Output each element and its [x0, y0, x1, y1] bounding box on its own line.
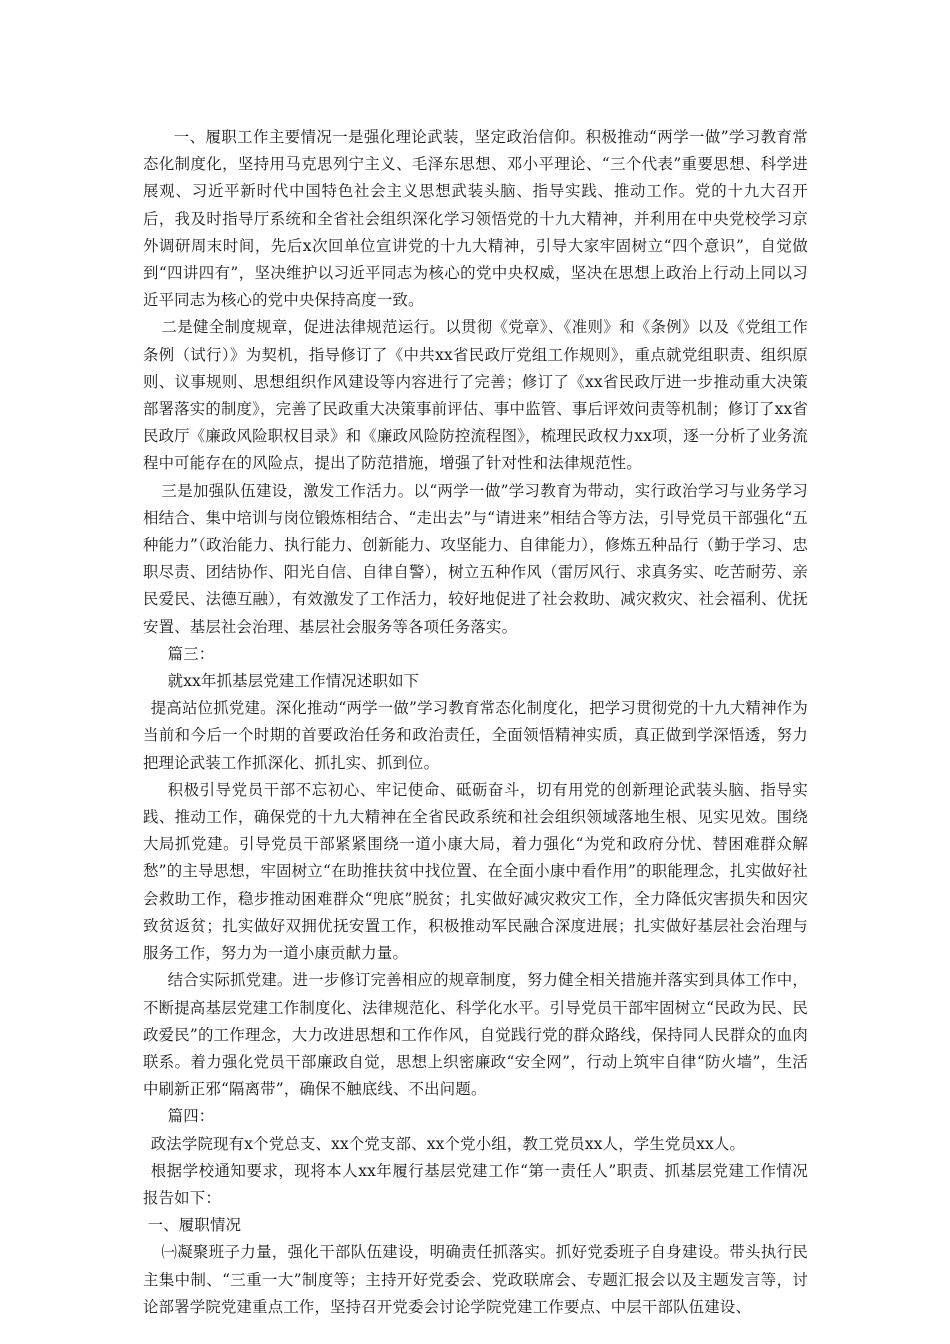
paragraph-guide-party-members: 积极引导党员干部不忘初心、牢记使命、砥砺奋斗，切有用党的创新理论武装头脑、指导实践、推动工作，确保党的十九大精神在全省民政系统和社会组织领域落地生根、见实见效。围绕大局抓党建。引导党员干部紧紧围绕一道小康大局，着力强化“为党和政府分忧、替困难群众解愁”的主导思想，牢固树立“在助推扶贫中找位置、在全面小康中看作用”的职能理念，扎实做好社会救助工作，稳步推动困难群众“兜底”脱贫；扎实做好减灾救灾工作，全力降低灾害损失和因灾致贫返贫；扎实做好双拥优抚安置工作，积极推动军民融合深度进展；扎实做好基层社会治理与服务工作，努力为一道小康贡献力量。: [143, 780, 808, 963]
paragraph-report-intro: 就xx年抓基层党建工作情况述职如下: [167, 672, 420, 691]
paragraph-leadership-team: ㈠凝聚班子力量，强化干部队伍建设，明确责任抓落实。抓好党委班子自身建设。带头执行民主集中制、“三重一大”制度等；主持开好党委会、党政联席会、专题汇报会以及主题发言等，讨论部署学院党建重点工作，坚持召开党委会讨论学院党建工作要点、中层干部队伍建设、: [143, 1243, 808, 1316]
paragraph-combine-reality: 结合实际抓党建。进一步修订完善相应的规章制度，努力健全相关措施并落实到具体工作中，不断提高基层党建工作制度化、法律规范化、科学化水平。引导党员干部牢固树立“民政为民、民政爱民”的工作理念，大力改进思想和工作作风，自觉践行党的群众路线，保持同人民群众的血肉联系。着力强化党员干部廉政自觉，思想上织密廉政“安全网”，行动上筑牢自律“防火墙”，生活中刷新正邪“隔离带”，确保不触底线、不出问题。: [143, 971, 808, 1099]
paragraph-institution-building: 二是健全制度规章，促进法律规范运行。以贯彻《党章》、《准则》和《条例》以及《党组工作条例（试行）》为契机，指导修订了《中共xx省民政厅党组工作规则》，重点就党组职责、组织原则、议事规则、思想组织作风建设等内容进行了完善；修订了《xx省民政厅进一步推动重大决策部署落实的制度》，完善了民政重大决策事前评估、事中监管、事后评效问责等机制；修订了xx省民政厅《廉政风险职权目录》和《廉政风险防控流程图》，梳理民政权力xx项，逐一分析了业务流程中可能存在的风险点，提出了防范措施，增强了针对性和法律规范性。: [143, 318, 808, 473]
section-heading-duty-performance: 一、履职情况: [147, 1216, 242, 1235]
section-heading-part-three: 篇三：: [167, 644, 215, 663]
paragraph-performance-overview: 一、履职工作主要情况一是强化理论武装，坚定政治信仰。积极推动“两学一做”学习教育常态化制度化，坚持用马克思列宁主义、毛泽东思想、邓小平理论、“三个代表”重要思想、科学进展观、习近平新时代中国特色社会主义思想武装头脑、指导实践、推动工作。党的十九大召开后，我及时指导厅系统和全省社会组织深化学习领悟党的十九大精神，并利用在中央党校学习京外调研周末时间，先后x次回单位宣讲党的十九大精神，引导大家牢固树立“四个意识”，自觉做到“四讲四有”，坚决维护以习近平同志为核心的党中央权威，坚决在思想上政治上行动上同以习近平同志为核心的党中央保持高度一致。: [143, 128, 808, 310]
paragraph-team-building: 三是加强队伍建设，激发工作活力。以“两学一做”学习教育为带动，实行政治学习与业务学习相结合、集中培训与岗位锻炼相结合、“走出去”与“请进来”相结合等方法，引导党员干部强化“五种能力”（政治能力、执行能力、创新能力、攻坚能力、自律能力），修炼五种品行（勤于学习、忠职尽责、团结协作、阳光自信、自律自警），树立五种作风（雷厉风行、求真务实、吃苦耐劳、亲民爱民、法德互融），有效激发了工作活力，较好地促进了社会救助、减灾救灾、社会福利、优抚安置、基层社会治理、基层社会服务等各项任务落实。: [143, 481, 808, 636]
section-heading-part-four: 篇四：: [167, 1107, 215, 1126]
paragraph-raise-standpoint: 提高站位抓党建。深化推动“两学一做”学习教育常态化制度化，把学习贯彻党的十九大精神作为当前和今后一个时期的首要政治任务和政治责任，全面领悟精神实质，真正做到学深悟透，努力把理论武装工作抓深化、抓扎实、抓到位。: [143, 699, 808, 772]
document-body: [143, 124, 808, 1321]
paragraph-report-basis: 根据学校通知要求，现将本人xx年履行基层党建工作“第一责任人”职责、抓基层党建工作情况报告如下：: [143, 1161, 808, 1207]
paragraph-college-overview: 政法学院现有x个党总支、xx个党支部、xx个党小组，教工党员xx人，学生党员xx人。: [150, 1134, 746, 1153]
